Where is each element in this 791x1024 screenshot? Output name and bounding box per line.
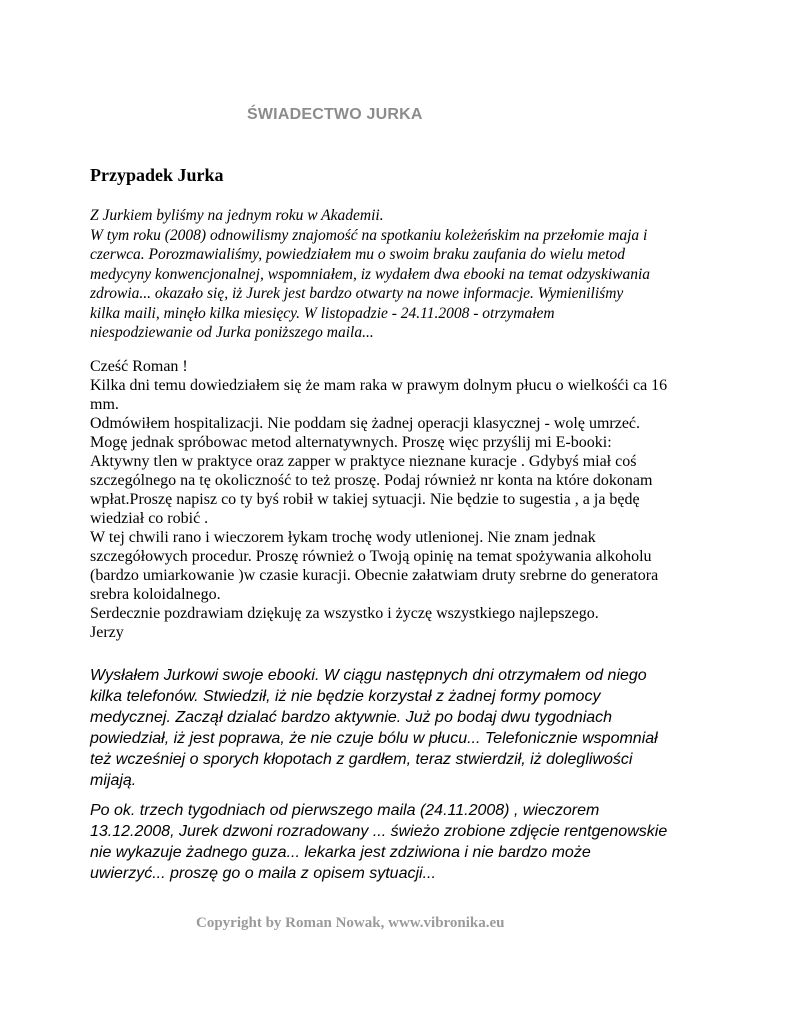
- letter-line: wpłat.Proszę napisz co ty byś robił w takiej sytuacji. Nie będzie to sugestia , a ja będę: [90, 491, 640, 508]
- letter-greeting: Cześć Roman !: [90, 358, 188, 375]
- letter-line: Aktywny tlen w praktyce oraz zapper w praktyce nieznane kuracje . Gdybyś miał coś: [90, 453, 637, 470]
- letter-line: Odmówiłem hospitalizacji. Nie poddam się żadnej operacji klasycznej - wolę umrzeć.: [90, 415, 641, 432]
- intro-line: W tym roku (2008) odnowilismy znajomość na spotkaniu koleżeńskim na przełomie maja i: [90, 226, 648, 244]
- letter-line: srebra koloidalnego.: [90, 586, 221, 603]
- narrative-line: powiedział, iż jest poprawa, że nie czuje bólu w płucu... Telefonicznie wspomniał: [90, 730, 658, 747]
- copyright-footer: Copyright by Roman Nowak, www.vibronika.eu: [196, 915, 505, 931]
- intro-line: zdrowia... okazało się, iż Jurek jest bardzo otwarty na nowe informacje. Wymieniliśmy: [90, 285, 624, 302]
- intro-line: kilka maili, minęło kilka miesięcy. W listopadzie - 24.11.2008 - otrzymałem: [90, 304, 555, 322]
- document-subtitle: Przypadek Jurka: [90, 165, 224, 185]
- narrative-line: Wysłałem Jurkowi swoje ebooki. W ciągu następnych dni otrzymałem od niego: [90, 667, 647, 684]
- letter-line: szczegółowych procedur. Proszę również o Twoją opinię na temat spożywania alkoholu: [90, 548, 652, 565]
- intro-line: czerwca. Porozmawialiśmy, powiedziałem mu o swoim braku zaufania do wielu metod: [90, 246, 626, 263]
- narrative-line: medycznej. Zaczął dzialać bardzo aktywnie. Już po bodaj dwu tygodniach: [90, 709, 613, 726]
- narrative-line: kilka telefonów. Stwiedził, iż nie będzie korzystał z żadnej formy pomocy: [90, 688, 601, 705]
- document-title: ŚWIADECTWO JURKA: [247, 106, 423, 123]
- letter-line: Serdecznie pozdrawiam dziękuję za wszystko i życzę wszystkiego najlepszego.: [90, 605, 599, 622]
- letter-line: szczególnego na tę okoliczność to też proszę. Podaj również nr konta na które dokonam: [90, 472, 653, 489]
- letter-signature: Jerzy: [90, 624, 124, 641]
- intro-line: niespodziewanie od Jurka poniższego maila...: [90, 324, 374, 341]
- letter-line: Mogę jednak spróbowac metod alternatywnych. Proszę więc przyślij mi E-booki:: [90, 434, 612, 451]
- letter-line: wiedział co robić .: [90, 510, 209, 527]
- narrative-line: mijają.: [90, 772, 137, 789]
- narrative-paragraph-2: [90, 800, 730, 884]
- narrative-line: 13.12.2008, Jurek dzwoni rozradowany ... świeżo zrobione zdjęcie rentgenowskie: [90, 823, 668, 840]
- email-letter: [90, 357, 730, 642]
- intro-line: medycyny konwencjonalnej, wspomniałem, iz wydałem dwa ebooki na temat odzyskiwania: [90, 265, 651, 283]
- narrative-line: Po ok. trzech tygodniach od pierwszego maila (24.11.2008) , wieczorem: [90, 802, 600, 819]
- narrative-line: nie wykazuje żadnego guza... lekarka jest zdziwiona i nie bardzo może: [90, 844, 591, 861]
- narrative-paragraph-1: [90, 665, 730, 791]
- letter-line: Kilka dni temu dowiedziałem się że mam raka w prawym dolnym płucu o wielkośći ca 16: [90, 377, 668, 394]
- letter-line: (bardzo umiarkowanie )w czasie kuracji. Obecnie załatwiam druty srebrne do generatora: [90, 567, 659, 584]
- intro-paragraph: [90, 206, 730, 343]
- letter-line: W tej chwili rano i wieczorem łykam trochę wody utlenionej. Nie znam jednak: [90, 529, 596, 546]
- intro-line: Z Jurkiem byliśmy na jednym roku w Akademii.: [90, 207, 384, 224]
- narrative-line: też wcześniej o sporych kłopotach z gardłem, teraz stwierdził, iż dolegliwości: [90, 751, 633, 768]
- letter-line: mm.: [90, 396, 119, 413]
- narrative-line: uwierzyć... proszę go o maila z opisem sytuacji...: [90, 865, 436, 882]
